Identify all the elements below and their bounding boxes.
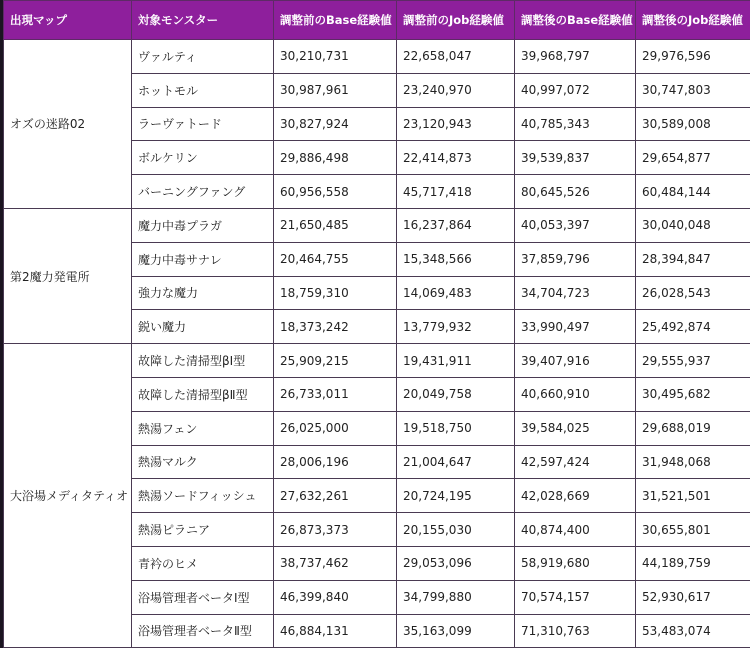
base-exp-after-cell: 58,919,680 <box>515 546 636 580</box>
base-exp-before-cell: 26,025,000 <box>274 411 397 445</box>
monster-name-cell: ヴァルティ <box>132 40 274 74</box>
header-row <box>4 1 750 40</box>
job-exp-before-cell: 20,049,758 <box>397 377 515 411</box>
base-exp-after-cell: 40,997,072 <box>515 73 636 107</box>
monster-name-cell: バーニングファング <box>132 175 274 209</box>
base-exp-before-cell: 26,873,373 <box>274 513 397 547</box>
base-exp-after-cell: 71,310,763 <box>515 614 636 648</box>
job-exp-before-cell: 13,779,932 <box>397 310 515 344</box>
job-exp-after-cell: 30,589,008 <box>636 107 750 141</box>
base-exp-before-cell: 30,987,961 <box>274 73 397 107</box>
job-exp-before-cell: 20,724,195 <box>397 479 515 513</box>
monster-name-cell: ホットモル <box>132 73 274 107</box>
base-exp-after-cell: 80,645,526 <box>515 175 636 209</box>
base-exp-after-cell: 40,874,400 <box>515 513 636 547</box>
job-exp-after-cell: 52,930,617 <box>636 580 750 614</box>
job-exp-after-cell: 44,189,759 <box>636 546 750 580</box>
base-exp-before-cell: 28,006,196 <box>274 445 397 479</box>
header-base-after: 調整後のBase経験値 <box>515 1 636 40</box>
base-exp-before-cell: 46,884,131 <box>274 614 397 648</box>
job-exp-after-cell: 28,394,847 <box>636 242 750 276</box>
monster-name-cell: 浴場管理者ベータⅠ型 <box>132 580 274 614</box>
job-exp-after-cell: 53,483,074 <box>636 614 750 648</box>
header-monster: 対象モンスター <box>132 1 274 40</box>
base-exp-after-cell: 70,574,157 <box>515 580 636 614</box>
monster-name-cell: 故障した清掃型βⅠ型 <box>132 344 274 378</box>
job-exp-before-cell: 21,004,647 <box>397 445 515 479</box>
table-body <box>4 40 750 648</box>
base-exp-before-cell: 21,650,485 <box>274 208 397 242</box>
job-exp-before-cell: 35,163,099 <box>397 614 515 648</box>
exp-table <box>3 0 750 648</box>
job-exp-after-cell: 30,655,801 <box>636 513 750 547</box>
base-exp-after-cell: 42,597,424 <box>515 445 636 479</box>
job-exp-after-cell: 29,688,019 <box>636 411 750 445</box>
header-job-after: 調整後のJob経験値 <box>636 1 750 40</box>
monster-name-cell: ボルケリン <box>132 141 274 175</box>
base-exp-before-cell: 30,827,924 <box>274 107 397 141</box>
base-exp-after-cell: 39,584,025 <box>515 411 636 445</box>
base-exp-after-cell: 39,968,797 <box>515 40 636 74</box>
monster-name-cell: 故障した清掃型βⅡ型 <box>132 377 274 411</box>
job-exp-after-cell: 30,747,803 <box>636 73 750 107</box>
map-name-cell: 第2魔力発電所 <box>4 208 132 343</box>
job-exp-after-cell: 25,492,874 <box>636 310 750 344</box>
job-exp-after-cell: 30,495,682 <box>636 377 750 411</box>
header-base-before: 調整前のBase経験値 <box>274 1 397 40</box>
base-exp-before-cell: 26,733,011 <box>274 377 397 411</box>
job-exp-before-cell: 20,155,030 <box>397 513 515 547</box>
job-exp-after-cell: 60,484,144 <box>636 175 750 209</box>
base-exp-before-cell: 60,956,558 <box>274 175 397 209</box>
job-exp-after-cell: 29,654,877 <box>636 141 750 175</box>
job-exp-after-cell: 31,521,501 <box>636 479 750 513</box>
monster-name-cell: 強力な魔力 <box>132 276 274 310</box>
base-exp-after-cell: 34,704,723 <box>515 276 636 310</box>
map-name-cell: オズの迷路02 <box>4 40 132 209</box>
base-exp-after-cell: 40,785,343 <box>515 107 636 141</box>
job-exp-after-cell: 30,040,048 <box>636 208 750 242</box>
table-row <box>4 208 750 242</box>
job-exp-before-cell: 34,799,880 <box>397 580 515 614</box>
header-job-before: 調整前のJob経験値 <box>397 1 515 40</box>
base-exp-before-cell: 46,399,840 <box>274 580 397 614</box>
base-exp-before-cell: 38,737,462 <box>274 546 397 580</box>
monster-name-cell: 魔力中毒プラガ <box>132 208 274 242</box>
monster-name-cell: 魔力中毒サナレ <box>132 242 274 276</box>
job-exp-before-cell: 19,518,750 <box>397 411 515 445</box>
job-exp-before-cell: 23,240,970 <box>397 73 515 107</box>
monster-name-cell: 熱湯ソードフィッシュ <box>132 479 274 513</box>
base-exp-before-cell: 18,759,310 <box>274 276 397 310</box>
job-exp-before-cell: 15,348,566 <box>397 242 515 276</box>
base-exp-after-cell: 42,028,669 <box>515 479 636 513</box>
job-exp-before-cell: 45,717,418 <box>397 175 515 209</box>
monster-name-cell: ラーヴァトード <box>132 107 274 141</box>
base-exp-after-cell: 33,990,497 <box>515 310 636 344</box>
monster-name-cell: 熱湯ピラニア <box>132 513 274 547</box>
monster-name-cell: 鋭い魔力 <box>132 310 274 344</box>
job-exp-before-cell: 16,237,864 <box>397 208 515 242</box>
header-map: 出現マップ <box>4 1 132 40</box>
job-exp-after-cell: 31,948,068 <box>636 445 750 479</box>
job-exp-before-cell: 22,658,047 <box>397 40 515 74</box>
base-exp-after-cell: 40,053,397 <box>515 208 636 242</box>
table-row <box>4 344 750 378</box>
job-exp-before-cell: 14,069,483 <box>397 276 515 310</box>
base-exp-before-cell: 20,464,755 <box>274 242 397 276</box>
job-exp-after-cell: 26,028,543 <box>636 276 750 310</box>
job-exp-before-cell: 29,053,096 <box>397 546 515 580</box>
base-exp-after-cell: 40,660,910 <box>515 377 636 411</box>
table-row <box>4 40 750 74</box>
job-exp-before-cell: 23,120,943 <box>397 107 515 141</box>
monster-name-cell: 浴場管理者ベータⅡ型 <box>132 614 274 648</box>
monster-name-cell: 青衿のヒメ <box>132 546 274 580</box>
base-exp-before-cell: 27,632,261 <box>274 479 397 513</box>
map-name-cell: 大浴場メディタティオ <box>4 344 132 648</box>
base-exp-before-cell: 18,373,242 <box>274 310 397 344</box>
job-exp-after-cell: 29,976,596 <box>636 40 750 74</box>
base-exp-after-cell: 39,407,916 <box>515 344 636 378</box>
base-exp-before-cell: 25,909,215 <box>274 344 397 378</box>
job-exp-before-cell: 22,414,873 <box>397 141 515 175</box>
base-exp-before-cell: 30,210,731 <box>274 40 397 74</box>
base-exp-after-cell: 37,859,796 <box>515 242 636 276</box>
monster-name-cell: 熱湯フェン <box>132 411 274 445</box>
monster-name-cell: 熱湯マルク <box>132 445 274 479</box>
job-exp-after-cell: 29,555,937 <box>636 344 750 378</box>
base-exp-before-cell: 29,886,498 <box>274 141 397 175</box>
base-exp-after-cell: 39,539,837 <box>515 141 636 175</box>
job-exp-before-cell: 19,431,911 <box>397 344 515 378</box>
table-header <box>4 1 750 40</box>
